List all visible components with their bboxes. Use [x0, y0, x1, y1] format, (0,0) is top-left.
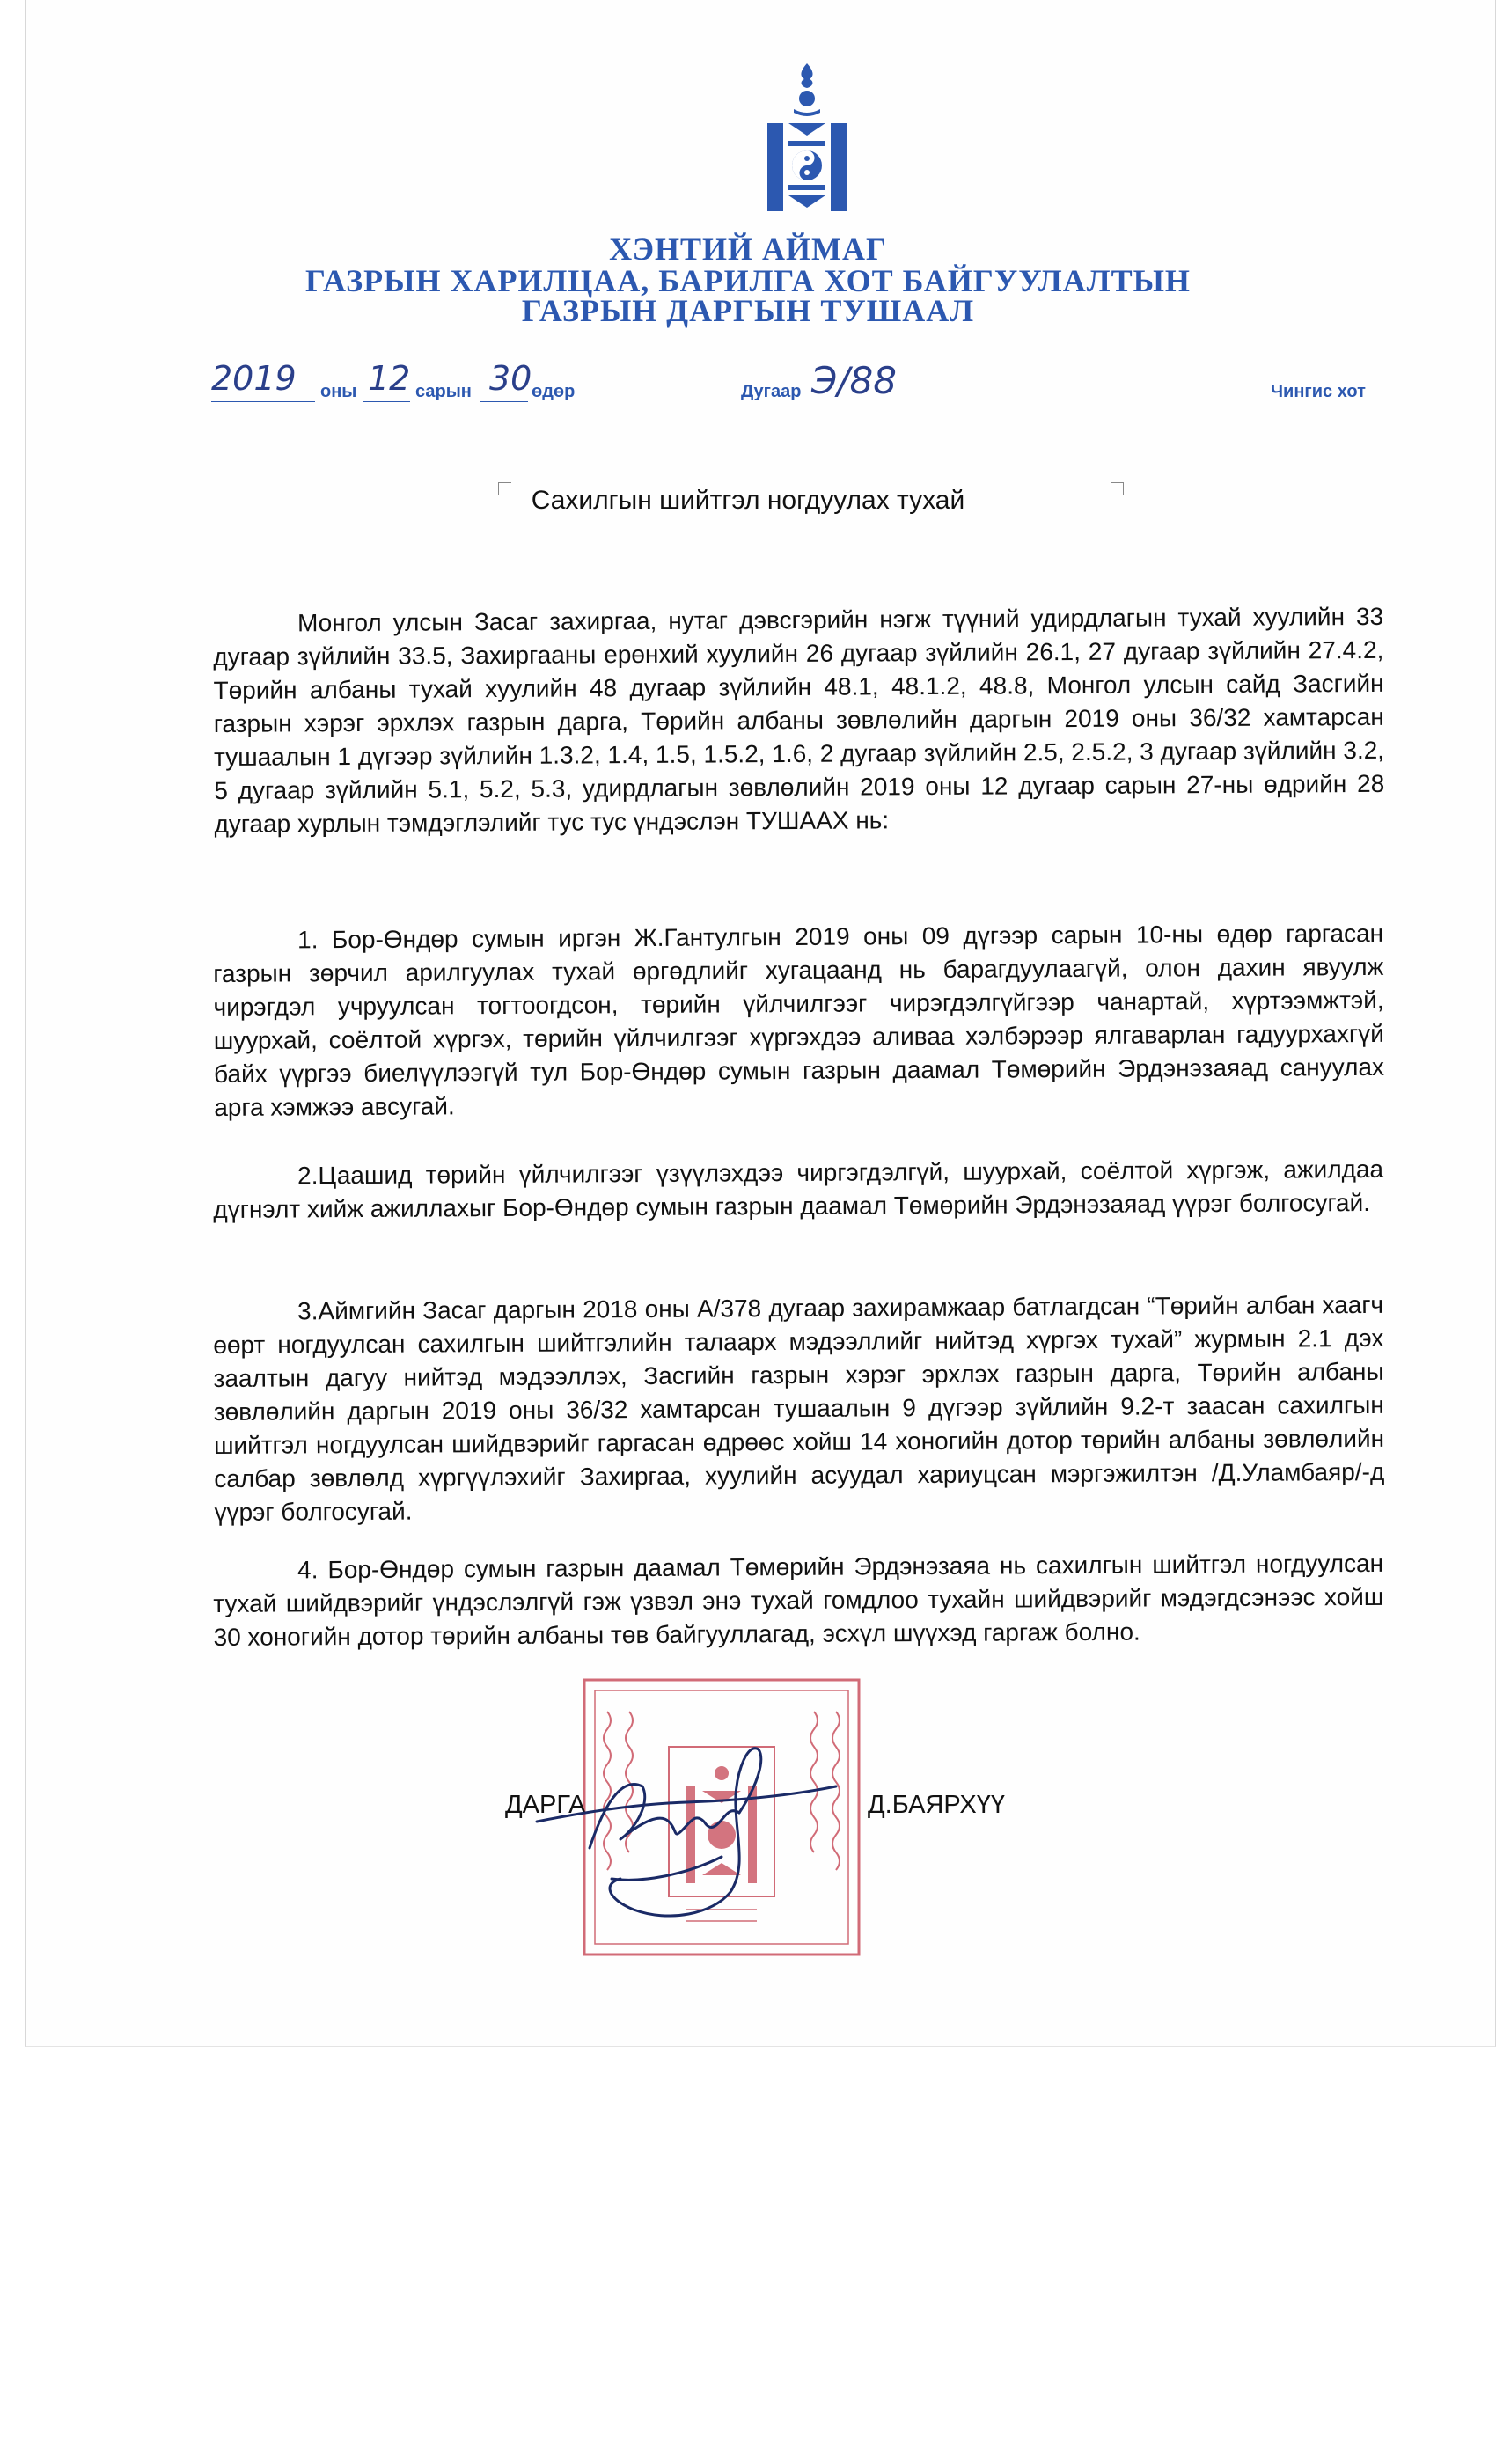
header-order-title: ГАЗРЫН ДАРГЫН ТУШААЛ	[521, 293, 975, 328]
document-title: Сахилгын шийтгэл ногдуулах тухай	[531, 486, 965, 515]
header-department: ГАЗРЫН ХАРИЛЦАА, БАРИЛГА ХОТ БАЙГУУЛАЛТЫН	[305, 263, 1191, 298]
handwritten-day: 30	[489, 359, 532, 398]
handwritten-number: Э/88	[811, 359, 897, 402]
order-item-4: 4. Бор-Өндөр сумын газрын даамал Төмөрийн Эрдэнэзаяа нь сахилгын шийтгэл ногдуулсан тухай шийдвэрийг үндэслэлгүй гэж үзвэл энэ тухай гомдлоо тухайн шийдвэрийг мэдэгдсэнээс хойш 30 хоногийн дотор төрийн албаны төв байгууллагад, эсхүл шүүхэд гаргаж болно.	[213, 1549, 1384, 1651]
year-underline	[211, 401, 315, 402]
signatory-name: Д.БАЯРХҮҮ	[868, 1791, 1006, 1819]
handwritten-month: 12	[368, 359, 411, 398]
handwritten-signature	[528, 1725, 845, 1927]
order-item-1: 1. Бор-Өндөр сумын иргэн Ж.Гантулгын 2019 оны 09 дүгээр сарын 10-ны өдөр гаргасан газрын зөрчил арилгуулах тухай өргөдлийг хугацаанд нь барагдуулаагүй, олон дахин явуулж чирэгдэл учруулсан тогтоогдсон, төрийн үйлчилгээг чирэгдэлгүйгээр чанартай, хүртээмжтэй, шуурхай, соёлтой хүргэх, төрийн үйлчилгээг хүргэхдээ аливаа хэлбэрээр ялгаварлан гадуурхахгүй байх үүргээ биелүүлээгүй тул Бор-Өндөр сумын газрын даамал Төмөрийн Эрдэнэзаяад сануулах арга хэмжээ авсугай.	[213, 919, 1385, 1121]
city-label: Чингис хот	[1271, 382, 1366, 401]
order-item-3: 3.Аймгийн Засаг даргын 2018 оны А/378 дугаар захирамжаар батлагдсан “Төрийн албан хаагч өөрт ногдуулсан сахилгын шийтгэлийн талаарх мэдээллийг нийтэд хүргэх тухай” журмын 2.1 дэх заалтын дагуу нийтэд мэдээллэх, Засгийн газрын хэрэг эрхлэх газрын дарга, Төрийн албаны зөвлөлийн даргын 2019 оны 36/32 хамтарсан тушаалын 9 дүгээр зүйлийн 9.2-т заасан сахилгын шийтгэл ногдуулсан шийдвэрийг гаргасан өдрөөс хойш 14 хоногийн дотор төрийн албаны зөвлөлийн салбар зөвлөлд хүргүүлэхийг Захиргаа, хуулийн асуудал хариуцсан мэргэжилтэн /Д.Уламбаяр/-д үүрэг болгосугай.	[213, 1290, 1385, 1526]
header-aimag: ХЭНТИЙ АЙМАГ	[609, 231, 887, 267]
handwritten-year: 2019	[211, 359, 297, 398]
month-suffix: сарын	[415, 382, 472, 401]
soyombo-emblem-icon	[759, 62, 855, 220]
signatory-position: ДАРГА	[505, 1791, 586, 1819]
dateline	[0, 359, 1496, 412]
order-item-2: 2.Цаашид төрийн үйлчилгээг үзүүлэхдээ чиргэгдэлгүй, шуурхай, соёлтой хүргэж, ажилдаа дүгнэлт хийж ажиллахыг Бор-Өндөр сумын газрын даамал Төмөрийн Эрдэнэзаяад үүрэг болгосугай.	[213, 1155, 1384, 1223]
year-suffix: оны	[320, 382, 357, 401]
month-underline	[363, 401, 410, 402]
number-label: Дугаар	[741, 382, 802, 401]
preamble-paragraph: Монгол улсын Засаг захиргаа, нутаг дэвсгэрийн нэгж түүний удирдлагын тухай хуулийн 33 дугаар зүйлийн 33.5, Захиргааны ерөнхий хуулийн 26 дугаар зүйлийн 26.1, 27 дугаар зүйлийн 27.4.2, Төрийн албаны тухай хуулийн 48 дугаар зүйлийн 48.1, 48.1.2, 48.8, Монгол улсын сайд Засгийн газрын хэрэг эрхлэх газрын дарга, Төрийн албаны зөвлөлийн даргын 2019 оны 36/32 хамтарсан тушаалын 1 дүгээр зүйлийн 1.3.2, 1.4, 1.5, 1.5.2, 1.6, 2 дугаар зүйлийн 2.5, 2.5.2, 3 дугаар зүйлийн 3.2, 5 дугаар зүйлийн 5.1, 5.2, 5.3, удирдлагын зөвлөлийн 2019 оны 12 дугаар сарын 27-ны өдрийн 28 дугаар хурлын тэмдэглэлийг тус тус үндэслэн ТУШААХ нь:	[213, 602, 1385, 838]
day-suffix: өдөр	[532, 382, 576, 401]
day-underline	[480, 401, 528, 402]
